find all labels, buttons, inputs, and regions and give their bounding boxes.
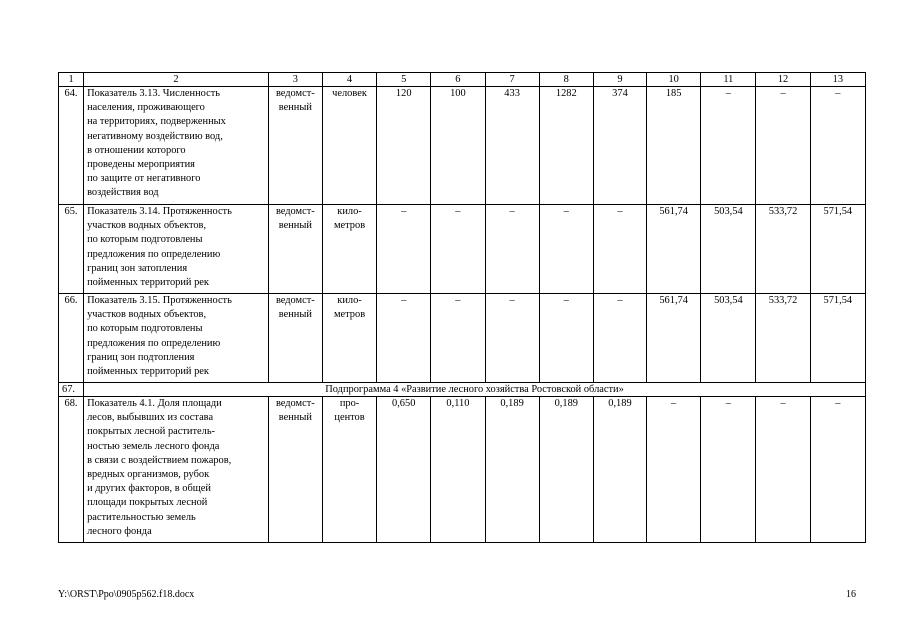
table-row — [59, 397, 866, 543]
value-cell: 185 — [647, 87, 701, 205]
value-cell: 0,110 — [431, 397, 485, 543]
column-number: 2 — [84, 73, 269, 87]
column-number: 3 — [268, 73, 322, 87]
value-cell: – — [756, 397, 810, 543]
row-number: 64. — [59, 87, 84, 205]
unit-of-measure: кило- метров — [322, 294, 376, 383]
indicator-name: Показатель 3.15. Протяженность участков водных объектов, по которым подготовлены предложения по определению границ зон подтопления пойменных территорий рек — [84, 294, 269, 383]
value-cell: – — [377, 205, 431, 294]
column-number: 4 — [322, 73, 376, 87]
value-cell: 571,54 — [810, 294, 865, 383]
indicator-name: Показатель 3.14. Протяженность участков водных объектов, по которым подготовлены предложения по определению границ зон затопления пойменных территорий рек — [84, 205, 269, 294]
section-title: Подпрограмма 4 «Развитие лесного хозяйства Ростовской области» — [84, 383, 866, 397]
value-cell: 0,650 — [377, 397, 431, 543]
value-cell: – — [701, 87, 756, 205]
value-cell: 561,74 — [647, 205, 701, 294]
table-row — [59, 205, 866, 294]
column-number-row — [59, 73, 866, 87]
value-cell: – — [377, 294, 431, 383]
value-cell: – — [431, 294, 485, 383]
row-number: 67. — [59, 383, 84, 397]
value-cell: – — [539, 294, 593, 383]
value-cell: – — [485, 294, 539, 383]
page-number: 16 — [846, 589, 856, 600]
value-cell: – — [756, 87, 810, 205]
value-cell: – — [810, 87, 865, 205]
value-cell: 561,74 — [647, 294, 701, 383]
value-cell: 503,54 — [701, 205, 756, 294]
value-cell: – — [701, 397, 756, 543]
value-cell: 1282 — [539, 87, 593, 205]
column-number: 13 — [810, 73, 865, 87]
indicator-type: ведомст- венный — [268, 87, 322, 205]
unit-of-measure: человек — [322, 87, 376, 205]
value-cell: 374 — [593, 87, 646, 205]
row-number: 66. — [59, 294, 84, 383]
row-number: 65. — [59, 205, 84, 294]
value-cell: 100 — [431, 87, 485, 205]
column-number: 6 — [431, 73, 485, 87]
value-cell: – — [539, 205, 593, 294]
value-cell: – — [431, 205, 485, 294]
unit-of-measure: кило- метров — [322, 205, 376, 294]
value-cell: 503,54 — [701, 294, 756, 383]
unit-of-measure: про- центов — [322, 397, 376, 543]
indicator-name: Показатель 3.13. Численность населения, проживающего на территориях, подверженных негативному воздействию вод, в отношении которого проведены мероприятия по защите от негативного воздействия вод — [84, 87, 269, 205]
column-number: 1 — [59, 73, 84, 87]
column-number: 10 — [647, 73, 701, 87]
value-cell: 0,189 — [485, 397, 539, 543]
value-cell: 0,189 — [593, 397, 646, 543]
value-cell: – — [647, 397, 701, 543]
section-row — [59, 383, 866, 397]
column-number: 9 — [593, 73, 646, 87]
value-cell: 533,72 — [756, 294, 810, 383]
table-row — [59, 87, 866, 205]
row-number: 68. — [59, 397, 84, 543]
value-cell: 120 — [377, 87, 431, 205]
value-cell: 533,72 — [756, 205, 810, 294]
indicator-type: ведомст- венный — [268, 205, 322, 294]
value-cell: 433 — [485, 87, 539, 205]
indicator-type: ведомст- венный — [268, 294, 322, 383]
column-number: 7 — [485, 73, 539, 87]
indicators-table — [58, 72, 866, 543]
indicator-name: Показатель 4.1. Доля площади лесов, выбывших из состава покрытых лесной раститель- ностью земель лесного фонда в связи с воздействием пожаров, вредных организмов, рубок и других факторов, в общей площади покрытых лесной растительностью земель лесного фонда — [84, 397, 269, 543]
value-cell: – — [485, 205, 539, 294]
value-cell: – — [810, 397, 865, 543]
column-number: 11 — [701, 73, 756, 87]
value-cell: – — [593, 205, 646, 294]
column-number: 8 — [539, 73, 593, 87]
table-row — [59, 294, 866, 383]
column-number: 5 — [377, 73, 431, 87]
column-number: 12 — [756, 73, 810, 87]
indicator-type: ведомст- венный — [268, 397, 322, 543]
value-cell: 0,189 — [539, 397, 593, 543]
value-cell: 571,54 — [810, 205, 865, 294]
footer-file-path: Y:\ORST\Ppo\0905p562.f18.docx — [58, 589, 195, 600]
value-cell: – — [593, 294, 646, 383]
